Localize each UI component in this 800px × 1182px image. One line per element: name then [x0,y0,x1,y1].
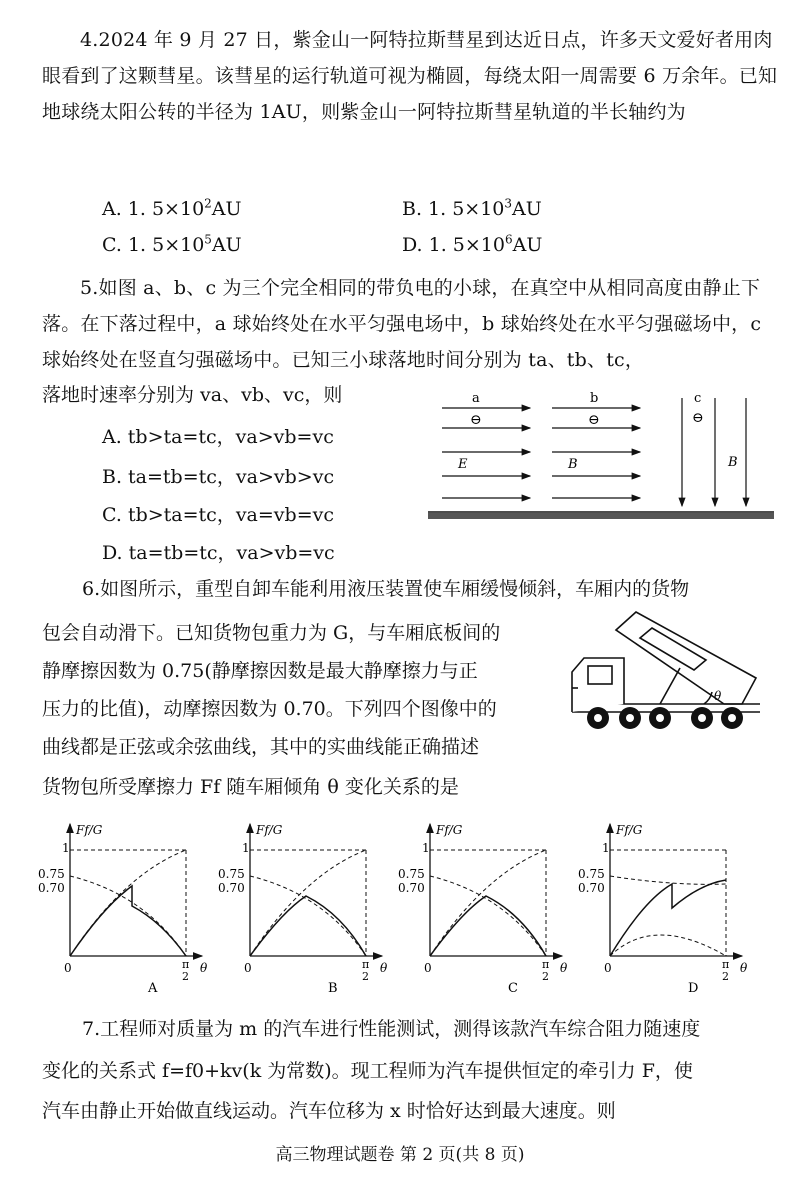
q6-line5: 曲线都是正弦或余弦曲线，其中的实曲线能正确描述 [42,736,480,758]
svg-text:2: 2 [722,970,729,983]
field-e-label: E [458,457,468,472]
svg-text:1: 1 [422,841,430,855]
svg-text:π: π [362,958,370,971]
ground [428,512,774,519]
svg-text:0.70: 0.70 [218,881,245,895]
svg-text:2: 2 [182,970,189,983]
svg-text:0: 0 [64,961,72,975]
graph-d[interactable] [578,823,748,996]
q4-option-b[interactable]: B. 1. $5\times 10^3AU$ [402,196,542,220]
svg-text:0: 0 [604,961,612,975]
svg-text:2: 2 [362,970,369,983]
svg-text:B: B [328,981,338,996]
page-footer: 高三物理试题卷 第 2 页(共 8 页) [275,1145,525,1165]
field-b-vertical-label: B [728,455,738,470]
q5-option-c[interactable]: C. tb>ta=tc，va=vb=vc [102,504,334,526]
svg-text:π: π [182,958,190,971]
ball-a-label: a [472,391,480,406]
electric-field-arrows [442,408,530,498]
truck-wheels [587,707,743,729]
svg-text:θ: θ [200,961,208,975]
graph-a[interactable] [38,823,208,996]
q4-option-d[interactable]: D. 1. $5\times 10^6AU$ [402,232,543,256]
q5-stem: 5.如图 a、b、c 为三个完全相同的带负电的小球，在真空中从相同高度由静止下落。在下落过程中，a 球始终处在水平匀强电场中，b 球始终处在水平匀强磁场中，c 球始终处在竖直匀强磁场中。已知三小球落地时间分别为 ta、tb、tc， [42,277,762,371]
svg-text:π: π [722,958,730,971]
graph-c[interactable] [398,823,568,996]
svg-text:Ff/G: Ff/G [256,823,283,837]
dump-truck-illustration [564,608,764,738]
svg-text:A: A [148,981,158,996]
svg-text:0.70: 0.70 [38,881,65,895]
q7-line1: 7.工程师对质量为 m 的汽车进行性能测试，测得该款汽车综合阻力随速度 [82,1018,701,1040]
graph-b[interactable] [218,823,388,996]
field-b-label: B [568,457,578,472]
q6-line2: 包会自动滑下。已知货物包重力为 G，与车厢底板间的 [42,622,501,644]
svg-text:Ff/G: Ff/G [436,823,463,837]
q5-option-d[interactable]: D. ta=tb=tc，va>vb=vc [102,542,335,564]
svg-text:θ: θ [560,961,568,975]
svg-text:0.75: 0.75 [398,867,425,881]
q4-option-c[interactable]: C. 1. $5\times 10^5AU$ [102,232,242,256]
q7-line3: 汽车由静止开始做直线运动。汽车位移为 x 时恰好达到最大速度。则 [42,1100,616,1122]
svg-text:0: 0 [244,961,252,975]
q4-stem: 4.2024 年 9 月 27 日，紫金山一阿特拉斯彗星到达近日点，许多天文爱好者用肉眼看到了这颗彗星。该彗星的运行轨道可视为椭圆，每绕太阳一周需要 6 万余年。已知地球绕太阳公转的半径为 1AU，则紫金山一阿特拉斯彗星轨道的半长轴约为 [42,29,778,123]
svg-text:1: 1 [62,841,70,855]
ball-b-charge: ⊖ [588,412,600,428]
svg-text:1: 1 [242,841,250,855]
svg-text:π: π [542,958,550,971]
q4-option-a[interactable]: A. 1. $5\times 10^2AU$ [102,196,242,220]
q5-last-line: 落地时速率分别为 va、vb、vc，则 [42,384,343,406]
svg-text:θ: θ [380,961,388,975]
ball-c-label: c [694,391,702,406]
svg-text:Ff/G: Ff/G [616,823,643,837]
svg-text:0.75: 0.75 [38,867,65,881]
svg-text:C: C [508,981,518,996]
svg-text:0.75: 0.75 [218,867,245,881]
svg-text:Ff/G: Ff/G [76,823,103,837]
truck-angle-label: θ [714,689,722,703]
q6-line3: 静摩擦因数为 0.75(静摩擦因数是最大静摩擦力与正 [42,660,478,682]
friction-graphs [34,814,774,1004]
ball-c-charge: ⊖ [692,410,704,426]
q5-field-figure [428,388,778,523]
q6-line1: 6.如图所示，重型自卸车能利用液压装置使车厢缓慢倾斜，车厢内的货物 [82,578,690,600]
svg-text:0: 0 [424,961,432,975]
svg-text:0.75: 0.75 [578,867,605,881]
svg-text:θ: θ [740,961,748,975]
ball-b-label: b [590,391,599,406]
q7-line2: 变化的关系式 f=f0+kv(k 为常数)。现工程师为汽车提供恒定的牵引力 F，使 [42,1060,693,1082]
q6-line6: 货物包所受摩擦力 Ff 随车厢倾角 θ 变化关系的是 [42,776,459,798]
q5-option-a[interactable]: A. tb>ta=tc，va>vb=vc [102,426,334,448]
q5-option-b[interactable]: B. ta=tb=tc，va>vb>vc [102,466,335,488]
svg-text:2: 2 [542,970,549,983]
svg-text:1: 1 [602,841,610,855]
svg-text:D: D [688,981,699,996]
svg-text:0.70: 0.70 [578,881,605,895]
svg-text:0.70: 0.70 [398,881,425,895]
ball-a-charge: ⊖ [470,412,482,428]
q6-line4: 压力的比值)，动摩擦因数为 0.70。下列四个图像中的 [42,698,497,720]
